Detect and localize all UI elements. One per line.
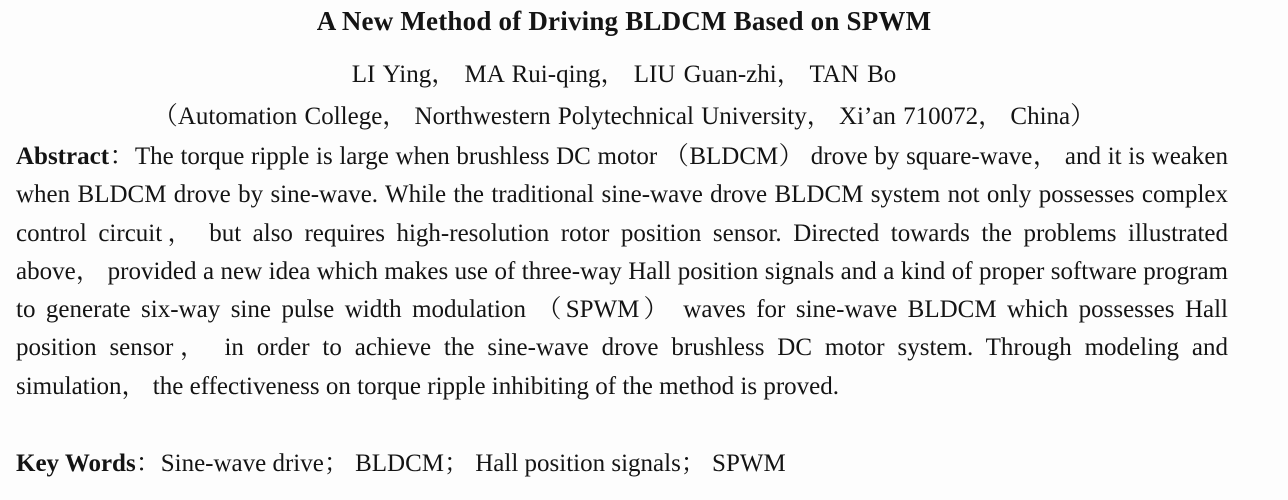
paper-title: A New Method of Driving BLDCM Based on SPWM xyxy=(316,6,932,36)
affiliation: （Automation College， Northwestern Polytechnical University， Xi’an 710072， China） xyxy=(152,103,1096,130)
abstract-label: Abstract xyxy=(16,143,110,170)
abstract-separator: ： xyxy=(109,143,135,170)
abstract-text: The torque ripple is large when brushless DC motor （BLDCM） drove by square-wave， and it is weaken when BLDCM drove by sine-wave. While the traditional sine-wave drove BLDCM system not only possesses complex control circuit， but also requires high-resolution rotor position sensor. Directed towards the problems illustrated above， provided a new idea which makes use of three-way Hall position signals and a kind of proper software program to generate six-way sine pulse width modulation （SPWM） waves for sine-wave BLDCM which possesses Hall position sensor， in order to achieve the sine-wave drove brushless DC motor system. Through modeling and simulation， the effectiveness on torque ripple inhibiting of the method is proved. xyxy=(16,143,1228,400)
keywords-text: Sine-wave drive； BLDCM； Hall position signals； SPWM xyxy=(160,450,786,477)
abstract-paragraph xyxy=(16,138,1228,406)
keywords-line xyxy=(16,445,1228,483)
author-list: LI Ying， MA Rui-qing， LIU Guan-zhi， TAN Bo xyxy=(351,61,897,88)
keywords-separator: ： xyxy=(135,450,161,477)
keywords-label: Key Words xyxy=(16,450,136,477)
